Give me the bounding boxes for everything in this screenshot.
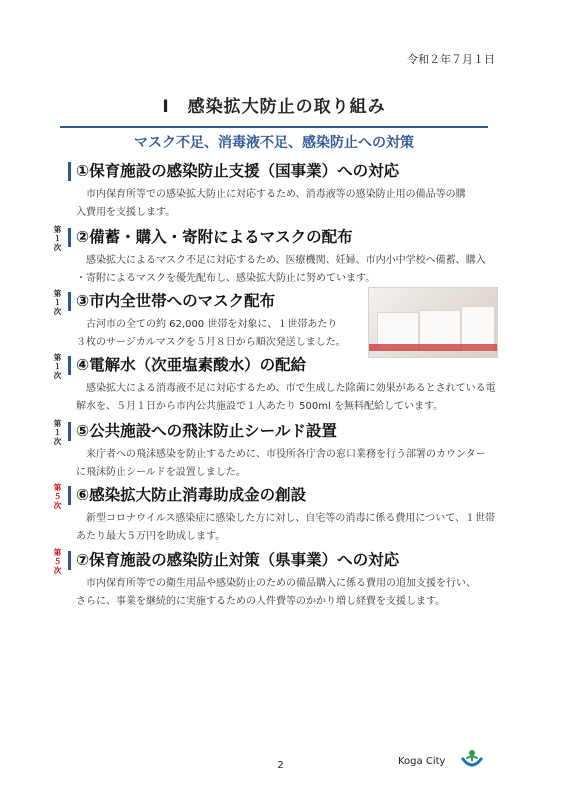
city-name: Koga City [398, 756, 446, 767]
section-mask-distribution [66, 226, 496, 288]
phase-badge: 第 ５ 次 [53, 483, 62, 510]
page-subtitle: マスク不足、消毒液不足、感染防止への対策 [134, 135, 414, 151]
body-line: あたり最大５万円を助成します。 [76, 531, 226, 542]
body-line: 市内保育所等での感染拡大防止に対応するため、消毒液等の感染防止用の備品等の購 [86, 189, 466, 200]
section-body [66, 252, 496, 288]
phase-badge: 第 １ 次 [53, 419, 62, 446]
page-title: Ⅰ 感染拡大防止の取り組み [162, 97, 386, 117]
body-line: 来庁者への飛沫感染を防止するために、市役所各庁舎の窓口業務を行う部署のカウンター [86, 449, 486, 460]
section-title: ②備蓄・購入・寄附によるマスクの配布 [66, 226, 496, 248]
body-line: 感染拡大による消毒液不足に対応するため、市で生成した除菌に効果があるとされている電 [86, 383, 496, 394]
section-nursery-support [66, 160, 496, 222]
package-strip [369, 344, 497, 351]
body-line: 新型コロナウイルス感染症に感染した方に対し、自宅等の消毒に係る費用について、１世帯 [86, 513, 495, 524]
mask-photo [368, 287, 498, 358]
koga-city-logo [460, 747, 484, 771]
section-disinfection-grant [66, 484, 496, 546]
section-body [66, 316, 366, 352]
date-label: 令和２年７月１日 [407, 53, 495, 66]
section-body [66, 446, 496, 482]
title-rule [60, 126, 488, 128]
section-title: ③市内全世帯へのマスク配布 [66, 290, 496, 312]
body-line: さらに、事業を継続的に実施するための人件費等のかかり増し経費を支援します。 [76, 596, 446, 607]
section-title: ⑥感染拡大防止消毒助成金の創設 [66, 484, 496, 506]
section-body [66, 380, 496, 416]
body-line: ３枚のサージカルマスクを５月８日から順次発送しました。 [76, 337, 346, 348]
section-title: ④電解水（次亜塩素酸水）の配給 [66, 354, 496, 376]
page-number: 2 [277, 760, 284, 771]
body-line: 市内保育所等での衛生用品や感染防止のための備品購入に係る費用の追加支援を行い、 [86, 578, 476, 589]
body-line: に飛沫防止シールドを設置しました。 [76, 467, 246, 478]
section-droplet-shield [66, 420, 496, 482]
phase-badge: 第 １ 次 [53, 289, 62, 316]
body-line: 感染拡大によるマスク不足に対応するため、医療機関、妊婦、市内小中学校へ備蓄、購入 [86, 255, 486, 266]
section-electrolyzed-water [66, 354, 496, 416]
section-body [66, 510, 496, 546]
phase-badge: 第 ５ 次 [53, 548, 62, 575]
body-line: 古河市の全ての約 62,000 世帯を対象に、１世帯あたり [86, 319, 338, 330]
body-line: 解水を、５月１日から市内公共施設で１人あたり 500ml を無料配給しています。 [76, 401, 444, 412]
section-body [66, 575, 496, 611]
section-body [66, 186, 496, 222]
body-line: ・寄附によるマスクを優先配布し、感染拡大防止に努めています。 [76, 273, 376, 284]
section-title: ①保育施設の感染防止支援（国事業）への対応 [66, 160, 496, 182]
section-title: ⑦保育施設の感染防止対策（県事業）への対応 [66, 549, 496, 571]
phase-badge: 第 １ 次 [53, 353, 62, 380]
section-prefecture-nursery [66, 549, 496, 611]
phase-badge: 第 １ 次 [53, 225, 62, 252]
section-title: ⑤公共施設への飛沫防止シールド設置 [66, 420, 496, 442]
body-line: 入費用を支援します。 [76, 207, 176, 218]
